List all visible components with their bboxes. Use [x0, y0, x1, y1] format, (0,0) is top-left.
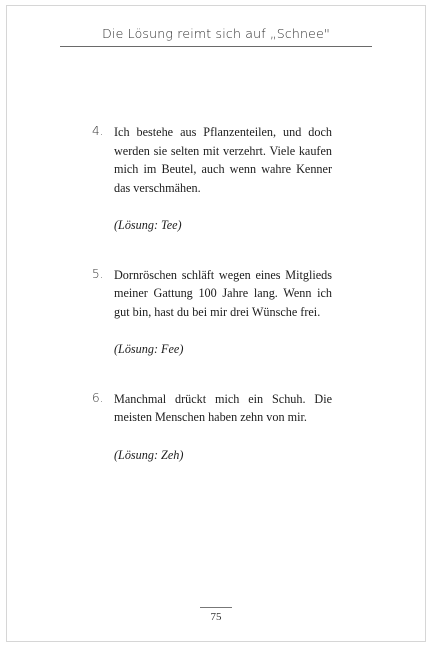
- riddle-solution: (Lösung: Fee): [114, 342, 184, 356]
- page-number: 75: [210, 611, 222, 623]
- riddle-text: Manchmal drückt mich ein Schuh. Die meisten Menschen haben zehn von mir.: [114, 391, 332, 424]
- riddle-body: [114, 390, 332, 465]
- riddle-number: 6.: [92, 390, 104, 405]
- footer-rule: [200, 607, 232, 608]
- riddle-item: [92, 390, 332, 465]
- riddle-number: 5.: [92, 266, 104, 281]
- riddle-body: [114, 123, 332, 235]
- riddle-body: [114, 266, 332, 359]
- riddle-number: 4.: [92, 124, 104, 138]
- riddle-list: [92, 123, 332, 495]
- riddle-item: [92, 123, 332, 235]
- riddle-solution: (Lösung: Zeh): [114, 447, 184, 462]
- header-rule: [60, 46, 372, 47]
- riddle-solution: (Lösung: Tee): [114, 218, 182, 232]
- riddle-text: Dornröschen schläft wegen eines Mitglieds meiner Gattung 100 Jahre lang. Wenn ich gut bin, hast du bei mir drei Wünsche frei.: [114, 267, 332, 319]
- riddle-item: [92, 266, 332, 359]
- riddle-text: Ich bestehe aus Pflanzenteilen, und doch werden sie selten mit verzehrt. Viele kaufen mich im Beutel, auch wenn wahre Kenner das verschmähen.: [114, 125, 332, 195]
- running-head: Die Lösung reimt sich auf „Schnee": [102, 26, 330, 41]
